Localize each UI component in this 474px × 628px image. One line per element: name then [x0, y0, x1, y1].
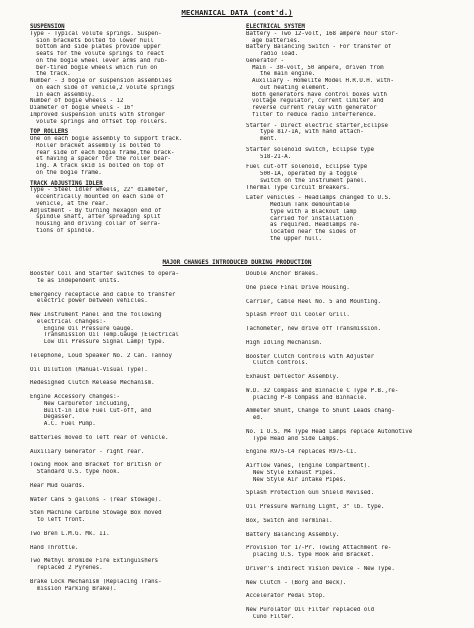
change-line: No. 1 U.S. M4 Type Head Lamps replace Automotive: [246, 428, 413, 435]
change-line: Oil Pressure Warning Light, 3" lb. type.: [246, 504, 385, 510]
changes-right-column: [246, 271, 458, 628]
spec-line: filter to reduce radio interference.: [252, 111, 377, 118]
change-line: Provision for 17-Pr. Towing Attachment re-: [246, 545, 392, 552]
change-line: Airflow Vanes, (Engine Compartment).: [246, 463, 371, 469]
spec-line: Medium Tank demountable: [270, 202, 350, 208]
spec-line: vehicle, at the rear.: [36, 200, 109, 207]
spec-line: in each assembly.: [36, 91, 95, 98]
change-item: [246, 504, 458, 511]
spec-line: Number - 3 bogie or suspension assemblies: [30, 78, 172, 84]
change-line: ed.: [246, 415, 264, 421]
change-item: [30, 271, 240, 285]
change-line: placing P-8 Compass and Binnacle.: [246, 394, 368, 401]
change-item: [30, 531, 240, 538]
change-line: Splash Protection Gun Shield Revised.: [246, 490, 375, 497]
spec-line: age batteries.: [252, 37, 301, 44]
spec-line: bottom and side plates provide upper: [36, 44, 161, 51]
section-heading: SUSPENSION: [30, 24, 65, 30]
change-line: Booster Coil and Starter switches to opera-: [30, 271, 179, 277]
spec-line: voltage regulator, current limiter and: [252, 98, 384, 105]
spec-line: reverse current relay with generator: [252, 105, 377, 111]
spec-line: switch on the instrument panel.: [260, 177, 368, 184]
change-line: Clutch Controls.: [246, 360, 309, 367]
change-item: [246, 449, 458, 456]
change-line: Double Anchor Brakes.: [246, 271, 319, 277]
spec-line: on the bogie wheel lever arms and rub-: [36, 57, 168, 64]
change-line: Two Bren L.M.G. Mk. II.: [30, 530, 110, 537]
spec-line: ment.: [260, 136, 278, 142]
change-item: [246, 566, 458, 573]
change-line: replaced 2 Pyrenes.: [30, 565, 103, 571]
spec-line: Later vehicles - Headlamps changed to U.S.: [246, 195, 392, 202]
spec-line: Starter solenoid switch, Eclipse type: [246, 146, 375, 153]
change-line: Batteries moved to left rear of vehicle.: [30, 434, 169, 441]
change-line: Engine Oil Pressure Gauge.: [30, 325, 134, 332]
change-line: Type Head and Side Lamps.: [246, 435, 340, 442]
change-item: [246, 518, 458, 525]
change-item: [30, 558, 240, 572]
change-line: Cuno Filter.: [246, 613, 295, 620]
change-line: Transmission Oil Temp.Gauge )Electrical: [30, 332, 179, 339]
change-line: mission Parking Brake).: [30, 585, 117, 592]
change-line: electric power between vehicles.: [30, 298, 148, 305]
spec-line: seats for the volute springs to react: [36, 51, 165, 57]
change-line: Booster Clutch Controls with Adjuster: [246, 353, 375, 360]
spec-line: rear side of each bogie frame,the brack-: [36, 149, 175, 156]
change-item: [30, 497, 240, 504]
spec-line: One on each bogie assembly to support track.: [30, 136, 183, 142]
change-item: [246, 607, 458, 621]
change-item: [246, 532, 458, 539]
change-line: Water Cans 5 gallons - (rear stowage).: [30, 496, 162, 503]
spec-line: Improved suspension units with stronger: [30, 111, 166, 118]
change-line: New Clutch - (Borg and Beck).: [246, 579, 347, 586]
spec-line: ber-tired bogie wheels which run on: [36, 64, 158, 71]
change-line: Towing Hook and Bracket for British or: [30, 462, 162, 469]
spec-line: spindle shaft, after spreading split: [36, 214, 161, 221]
left-spec-column: [30, 24, 228, 235]
spec-line: the track.: [36, 71, 71, 78]
change-line: Engine Accessory changes:-: [30, 394, 121, 400]
change-line: Ammeter Shunt, Change to Shunt Leads chang-: [246, 408, 395, 415]
spec-line: Generator -: [246, 57, 285, 64]
change-item: [30, 435, 240, 442]
change-item: [30, 483, 240, 490]
change-line: to left front.: [30, 517, 86, 523]
spec-line: Type - Typical volute springs. Suspen-: [30, 30, 162, 37]
change-item: [246, 340, 458, 347]
spec-line: Thermal Type Circuit Breakers.: [246, 184, 350, 191]
change-line: New Style Exhaust Pipes.: [246, 469, 337, 476]
spec-line: et having a spacer for the roller bear-: [36, 156, 172, 163]
change-line: High Idling Mechanism.: [246, 339, 323, 346]
spec-line: tions of spindle.: [36, 227, 95, 234]
change-line: Telephone, Loud Speaker No. 2 Can. Tannoy: [30, 352, 172, 359]
change-item: [246, 299, 458, 306]
spec-line: Starter - Direct electric starter,Eclipse: [246, 122, 388, 129]
change-line: Standard U.S. type hook.: [30, 469, 121, 475]
change-item: [30, 380, 240, 387]
spec-line: Fuel cut-off solenoid, Eclipse type: [246, 164, 368, 171]
change-item: [246, 429, 458, 443]
spec-line: Both generators have control boxes with: [252, 91, 388, 98]
change-line: Driver's Indirect Vision Device - New Type.: [246, 565, 395, 572]
change-item: [30, 579, 240, 593]
change-item: [246, 463, 458, 483]
spec-line: the main engine.: [260, 71, 316, 78]
change-line: New Instrument Panel and the following: [30, 312, 162, 318]
change-line: Battery Balancing Assembly.: [246, 531, 340, 538]
change-item: [246, 593, 458, 600]
change-line: Oil Dilution (Manual-Visual Type).: [30, 366, 148, 373]
spec-line: ing. A track skid is bolted on top of: [36, 163, 165, 169]
change-line: New Carburetor including,: [30, 400, 131, 407]
spec-line: as required. Headlamps re-: [270, 222, 361, 229]
change-line: Accelerator Pedal Stop.: [246, 593, 326, 600]
spec-line: Main - 30-volt, 50 ampere, driven from: [252, 64, 384, 71]
change-item: [246, 285, 458, 292]
spec-line: eccentrically mounted on each side of: [36, 194, 165, 200]
change-line: Auxiliary Generator - right rear.: [30, 448, 145, 455]
spec-line: the upper hull.: [270, 235, 322, 242]
spec-line: type with a Blackout lamp: [270, 208, 357, 215]
change-line: Degasser.: [30, 414, 76, 421]
spec-line: located near the sides of: [270, 229, 357, 235]
change-item: [30, 545, 240, 552]
spec-line: 518-21-A.: [260, 153, 292, 160]
change-line: New Style Air Intake Pipes.: [246, 476, 347, 483]
change-line: A.C. Fuel Pump.: [30, 421, 96, 427]
change-line: Splash Proof Oil Cooler Grill.: [246, 312, 350, 319]
change-line: Emergency receptacle and cable to transfer: [30, 291, 176, 298]
change-item: [246, 580, 458, 587]
change-item: [246, 271, 458, 278]
spec-line: Roller bracket assembly is bolted to: [36, 142, 161, 149]
spec-line: type 817-1A, with hand attach-: [260, 129, 364, 136]
spec-line: Type - Steel idler wheels, 22" diameter,: [30, 187, 169, 194]
change-item: [246, 374, 458, 381]
change-line: Two Methyl Bromide Fire Extinguishers: [30, 558, 159, 565]
change-item: [30, 462, 240, 476]
change-item: [246, 312, 458, 319]
change-line: te as independent units.: [30, 277, 121, 284]
change-item: [30, 449, 240, 456]
spec-line: Adjustment - By turning hexagon end of: [30, 207, 162, 214]
page-title: MECHANICAL DATA (cont'd.): [181, 8, 293, 17]
change-item: [30, 510, 240, 524]
spec-line: Auxiliary - Homelite Model H.R.U.H. with-: [252, 78, 394, 84]
spec-line: radio load.: [260, 51, 299, 57]
changes-left-column: [30, 271, 240, 599]
spec-line: Diameter of bogie wheels - 16": [30, 105, 134, 111]
change-item: [30, 353, 240, 360]
change-item: [246, 490, 458, 497]
change-item: [246, 354, 458, 368]
spec-line: Battery - Two 12-volt, 168 ampere hour stor-: [246, 30, 399, 37]
spec-line: on the bogie frame.: [36, 169, 102, 176]
change-line: Redesigned Clutch Release Mechanism.: [30, 380, 155, 387]
spec-line: 500-1A, operated by a toggle: [260, 171, 357, 177]
section-heading: ELECTRICAL SYSTEM: [246, 24, 305, 30]
change-item: [30, 367, 240, 374]
change-item: [30, 292, 240, 306]
change-line: Built-in Idle Fuel Cut-off, and: [30, 407, 152, 414]
change-line: Hand Throttle.: [30, 544, 79, 551]
change-item: [246, 388, 458, 402]
change-line: Engine R975-C4 replaces R975-C1.: [246, 449, 357, 456]
change-line: Exhaust Deflector Assembly.: [246, 374, 340, 380]
change-line: Brake Lock Mechanism (Replacing Trans-: [30, 578, 162, 585]
right-spec-column: [246, 24, 458, 243]
spec-line: housing and driving collar of serra-: [36, 221, 161, 227]
section-heading: TRACK ADJUSTING IDLER: [30, 180, 103, 187]
change-item: [246, 545, 458, 559]
change-line: New Purolator Oil Filter replaced old: [246, 607, 375, 613]
spec-line: sion brackets bolted to lower hull: [36, 37, 154, 44]
change-line: Sten Machine Carbine Stowage Box moved: [30, 510, 162, 517]
change-line: electrical changes:-: [30, 318, 107, 325]
change-item: [246, 326, 458, 333]
change-line: One piece Final Drive Housing.: [246, 284, 350, 291]
spec-line: on each side of vehicle,2 volute springs: [36, 84, 175, 91]
change-line: W.D. 32 Compass and Binnacle C Type P.B.,re-: [246, 387, 399, 394]
change-line: Carrier, Cable Reel No. 5 and Mounting.: [246, 298, 382, 305]
spec-line: out heating element.: [260, 84, 330, 91]
change-item: [30, 394, 240, 428]
change-line: placing U.S. type Hook and Bracket.: [246, 552, 375, 558]
changes-heading: MAJOR CHANGES INTRODUCED DURING PRODUCTION: [162, 260, 312, 266]
spec-line: Number of bogie wheels - 12: [30, 98, 124, 105]
change-line: Tachometer, new drive off Transmission.: [246, 326, 382, 332]
change-item: [30, 312, 240, 346]
change-line: Low Oil Pressure Signal Lamp) type.: [30, 339, 166, 345]
spec-line: volute springs and offset top rollers.: [36, 118, 168, 125]
change-line: Box, Switch and Terminal.: [246, 517, 333, 524]
section-heading: TOP ROLLERS: [30, 129, 69, 136]
spec-line: Battery Balancing Switch - For transfer of: [246, 44, 392, 51]
spec-line: carried for installation: [270, 215, 354, 222]
change-line: Rear Mud Guards.: [30, 482, 86, 489]
change-item: [246, 408, 458, 422]
